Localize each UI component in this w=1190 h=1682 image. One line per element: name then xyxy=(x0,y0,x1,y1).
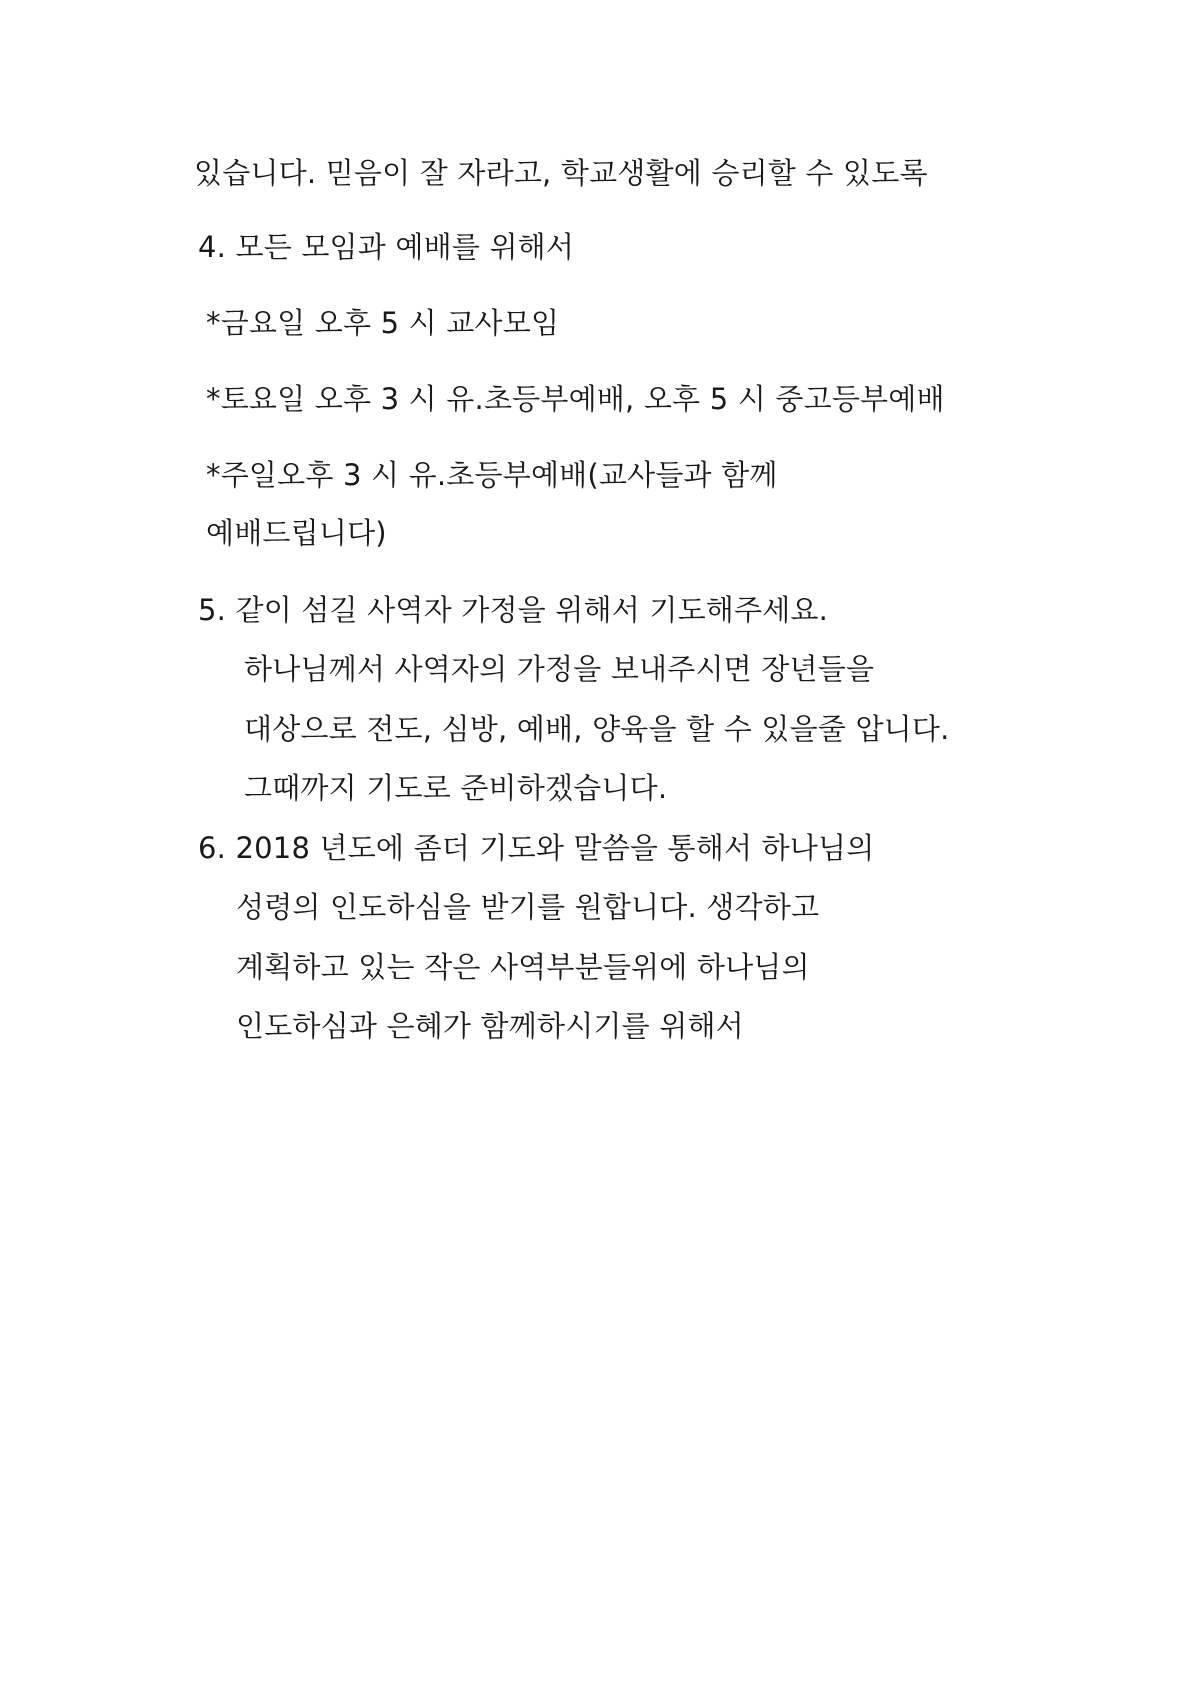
list-item-6-heading: 6. 2018 년도에 좀더 기도와 말씀을 통해서 하나님의 xyxy=(198,831,875,865)
list-item-6-line-3: 계획하고 있는 작은 사역부분들위에 하나님의 xyxy=(236,950,810,984)
list-item-6-line-4: 인도하심과 은혜가 함께하시기를 위해서 xyxy=(236,1009,744,1043)
list-item-5-heading: 5. 같이 섬길 사역자 가정을 위해서 기도해주세요. xyxy=(198,593,829,627)
schedule-sunday: *주일오후 3 시 유.초등부예배(교사들과 함께 xyxy=(206,458,778,492)
schedule-saturday: *토요일 오후 3 시 유.초등부예배, 오후 5 시 중고등부예배 xyxy=(206,382,945,416)
schedule-friday: *금요일 오후 5 시 교사모임 xyxy=(206,306,560,340)
list-item-4-heading: 4. 모든 모임과 예배를 위해서 xyxy=(198,230,575,264)
text-line-continuation: 있습니다. 믿음이 잘 자라고, 학교생활에 승리할 수 있도록 xyxy=(194,156,928,190)
list-item-5-line-2: 하나님께서 사역자의 가정을 보내주시면 장년들을 xyxy=(244,652,875,686)
list-item-5-line-4: 그때까지 기도로 준비하겠습니다. xyxy=(244,771,668,805)
list-item-6-line-2: 성령의 인도하심을 받기를 원합니다. 생각하고 xyxy=(236,890,820,924)
schedule-sunday-cont: 예배드립니다) xyxy=(206,516,387,550)
list-item-5-line-3: 대상으로 전도, 심방, 예배, 양육을 할 수 있을줄 압니다. xyxy=(244,712,950,746)
